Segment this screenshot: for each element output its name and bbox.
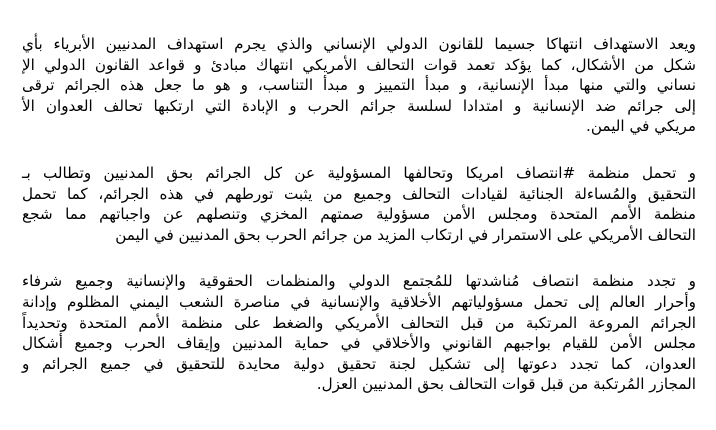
- text-line: و تحمل منظمة #انتصاف امريكا وتحالفها المسؤولية عن كل الجرائم بحق المدنيين وتطالب بـ: [22, 163, 696, 182]
- text-line: الجرائم المروعة المرتكبة من قبل التحالف الأمريكي والضغط على منظمة الأمم المتحدة وتحديداً: [22, 313, 696, 332]
- text-line: التحقيق والمُساءلة الجنائية لقيادات التحالف وجميع من يثبت تورطهم في هذه الجرائم، كما تحمل: [22, 184, 696, 203]
- text-line: وأحرار العالم إلى تحمل مسؤولياتهم الأخلاقية والإنسانية في مناصرة الشعب اليمني المظلوم وإدانة: [22, 292, 696, 311]
- paragraph-3: [22, 271, 696, 395]
- text-line: إلى جرائم ضد الإنسانية و امتدادا لسلسة جرائم الحرب و الإبادة التي ارتكبها تحالف العدوان الأ: [22, 96, 696, 115]
- text-line: مجلس الأمن للقيام بواجبهم القانوني والأخلاقي في حماية المدنيين وإيقاف الحرب وجميع أشكال: [22, 334, 696, 353]
- text-line: مريكي في اليمن.: [586, 117, 696, 136]
- paragraph-1: [22, 34, 696, 137]
- text-line: و تجدد منظمة انتصاف مُناشدتها للمُجتمع الدولي والمنظمات الحقوقية والإنسانية وجميع شرفاء: [22, 272, 696, 291]
- text-line: التحالف الأمريكي على الاستمرار في ارتكاب المزيد من جرائم الحرب بحق المدنيين في اليمن: [115, 225, 696, 244]
- text-line: ويعد الاستهداف انتهاكا جسيما للقانون الدولي الإنساني والذي يجرم استهداف المدنيين الأبرياء بأي: [22, 35, 696, 53]
- text-line: منظمة الأمم المتحدة ومجلس الأمن مسؤولية صمتهم المخزي وتنصلهم عن واجباتهم مما شجع: [22, 205, 696, 224]
- paragraph-2: [22, 163, 696, 245]
- text-line: شكل من الأشكال، كما يؤكد تعمد قوات التحالف الأمريكي انتهاك مبادئ و قواعد القانون الدولي الإ: [22, 55, 696, 74]
- text-line: نساني والتي منها مبدأ الإنسانية، و مبدأ التمييز و مبدأ التناسب، و هو ما جعل هذه الجرائم ترقى: [22, 76, 696, 95]
- text-line: العدوان، كما تجدد دعوتها إلى تشكيل لجنة تحقيق دولية محايدة للتحقيق في جميع الجرائم و: [22, 354, 696, 373]
- text-line: المجازر المُرتكبة من قبل قوات التحالف بحق المدنيين العزل.: [316, 375, 696, 394]
